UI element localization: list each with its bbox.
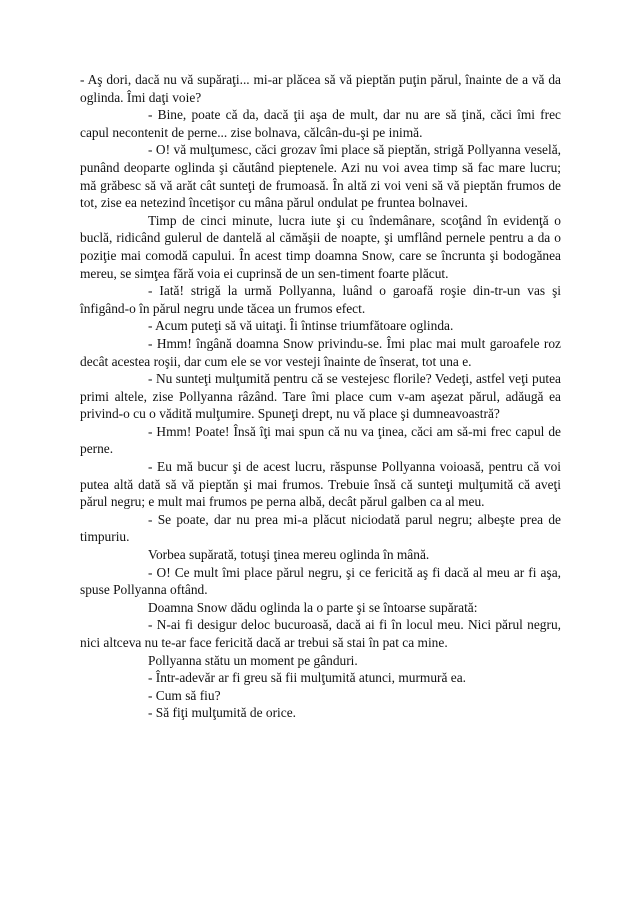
- paragraph: - Hmm! Poate! Însă îţi mai spun că nu va ţinea, căci am să-mi frec capul de perne.: [80, 423, 561, 457]
- paragraph: - Hmm! îngână doamna Snow privindu-se. Îmi plac mai mult garoafele roz decât acestea roşii, dar cum ele se vor vesteji înainte de înserat, tot una e.: [80, 335, 561, 369]
- document-page: [80, 71, 561, 722]
- paragraph: - Bine, poate că da, dacă ţii aşa de mult, dar nu are să ţină, căci îmi frec capul necontenit de perne... zise bolnava, călcân-du-şi pe inimă.: [80, 107, 561, 140]
- paragraph: Pollyanna stătu un moment pe gânduri.: [148, 652, 358, 668]
- paragraph: - Acum puteţi să vă uitaţi. Îi întinse triumfătoare oglinda.: [148, 318, 454, 334]
- paragraph: - Să fiţi mulţumită de orice.: [148, 705, 297, 721]
- paragraph: - Aş dori, dacă nu vă supăraţi... mi-ar plăcea să vă pieptăn puţin părul, înainte de a vă da oglinda. Îmi daţi voie?: [80, 72, 561, 105]
- paragraph: - Se poate, dar nu prea mi-a plăcut niciodată parul negru; albeşte prea de timpuriu.: [80, 511, 561, 545]
- paragraph: - Într-adevăr ar fi greu să fii mulţumită atunci, murmură ea.: [148, 670, 467, 686]
- paragraph: Doamna Snow dădu oglinda la o parte şi se întoarse supărată:: [148, 599, 478, 615]
- paragraph: Vorbea supărată, totuşi ţinea mereu oglinda în mână.: [148, 547, 430, 563]
- paragraph: - Nu sunteţi mulţumită pentru că se vestejesc florile? Vedeţi, astfel veţi putea primi altele, zise Pollyanna râzând. Tare îmi place cum v-am aşezat părul, adăugă ea privind-o cu o vădită mulţumire. Spuneţi drept, nu vă place şi dumneavoastră?: [80, 371, 561, 422]
- paragraph: - N-ai fi desigur deloc bucuroasă, dacă ai fi în locul meu. Nici părul negru, nici altceva nu te-ar face fericită dacă ar trebui să stai în pat ca mine.: [80, 617, 561, 650]
- paragraph: - Eu mă bucur şi de acest lucru, răspunse Pollyanna voioasă, pentru că voi putea altă dată să vă pieptăn şi mai frumos. Trebuie însă că sunteţi mulţumită că aveţi părul negru; e mult mai frumos pe perna albă, decât părul galben ca al meu.: [80, 459, 561, 510]
- paragraph: - Cum să fiu?: [148, 687, 221, 703]
- paragraph: Timp de cinci minute, lucra iute şi cu îndemânare, scoţând în evidenţă o buclă, ridicând gulerul de dantelă al cămăşii de noapte, şi umflând pernele pentru a da o poziţie mai comodă capului. În acest timp doamna Snow, care se încrunta şi bodogănea mereu, se simţea fără voia ei cuprinsă de un sen-timent foarte plăcut.: [80, 212, 561, 281]
- paragraph: - Iată! strigă la urmă Pollyanna, luând o garoafă roşie din-tr-un vas şi înfigând-o în părul negru unde tăcea un frumos efect.: [80, 283, 561, 316]
- paragraph: - O! Ce mult îmi place părul negru, şi ce fericită aş fi dacă al meu ar fi aşa, spuse Pollyanna oftând.: [80, 564, 561, 598]
- paragraph: - O! vă mulţumesc, căci grozav îmi place să pieptăn, strigă Pollyanna veselă, punând deoparte oglinda şi căutând pieptenele. Azi nu voi avea timp să fac mare lucru; mă grăbesc să vă arăt cât sunteţi de frumoasă. În altă zi voi veni să vă pieptăn frumos de tot, zise ea netezind încetişor cu mâna părul ondulat pe fruntea bolnavei.: [80, 142, 561, 211]
